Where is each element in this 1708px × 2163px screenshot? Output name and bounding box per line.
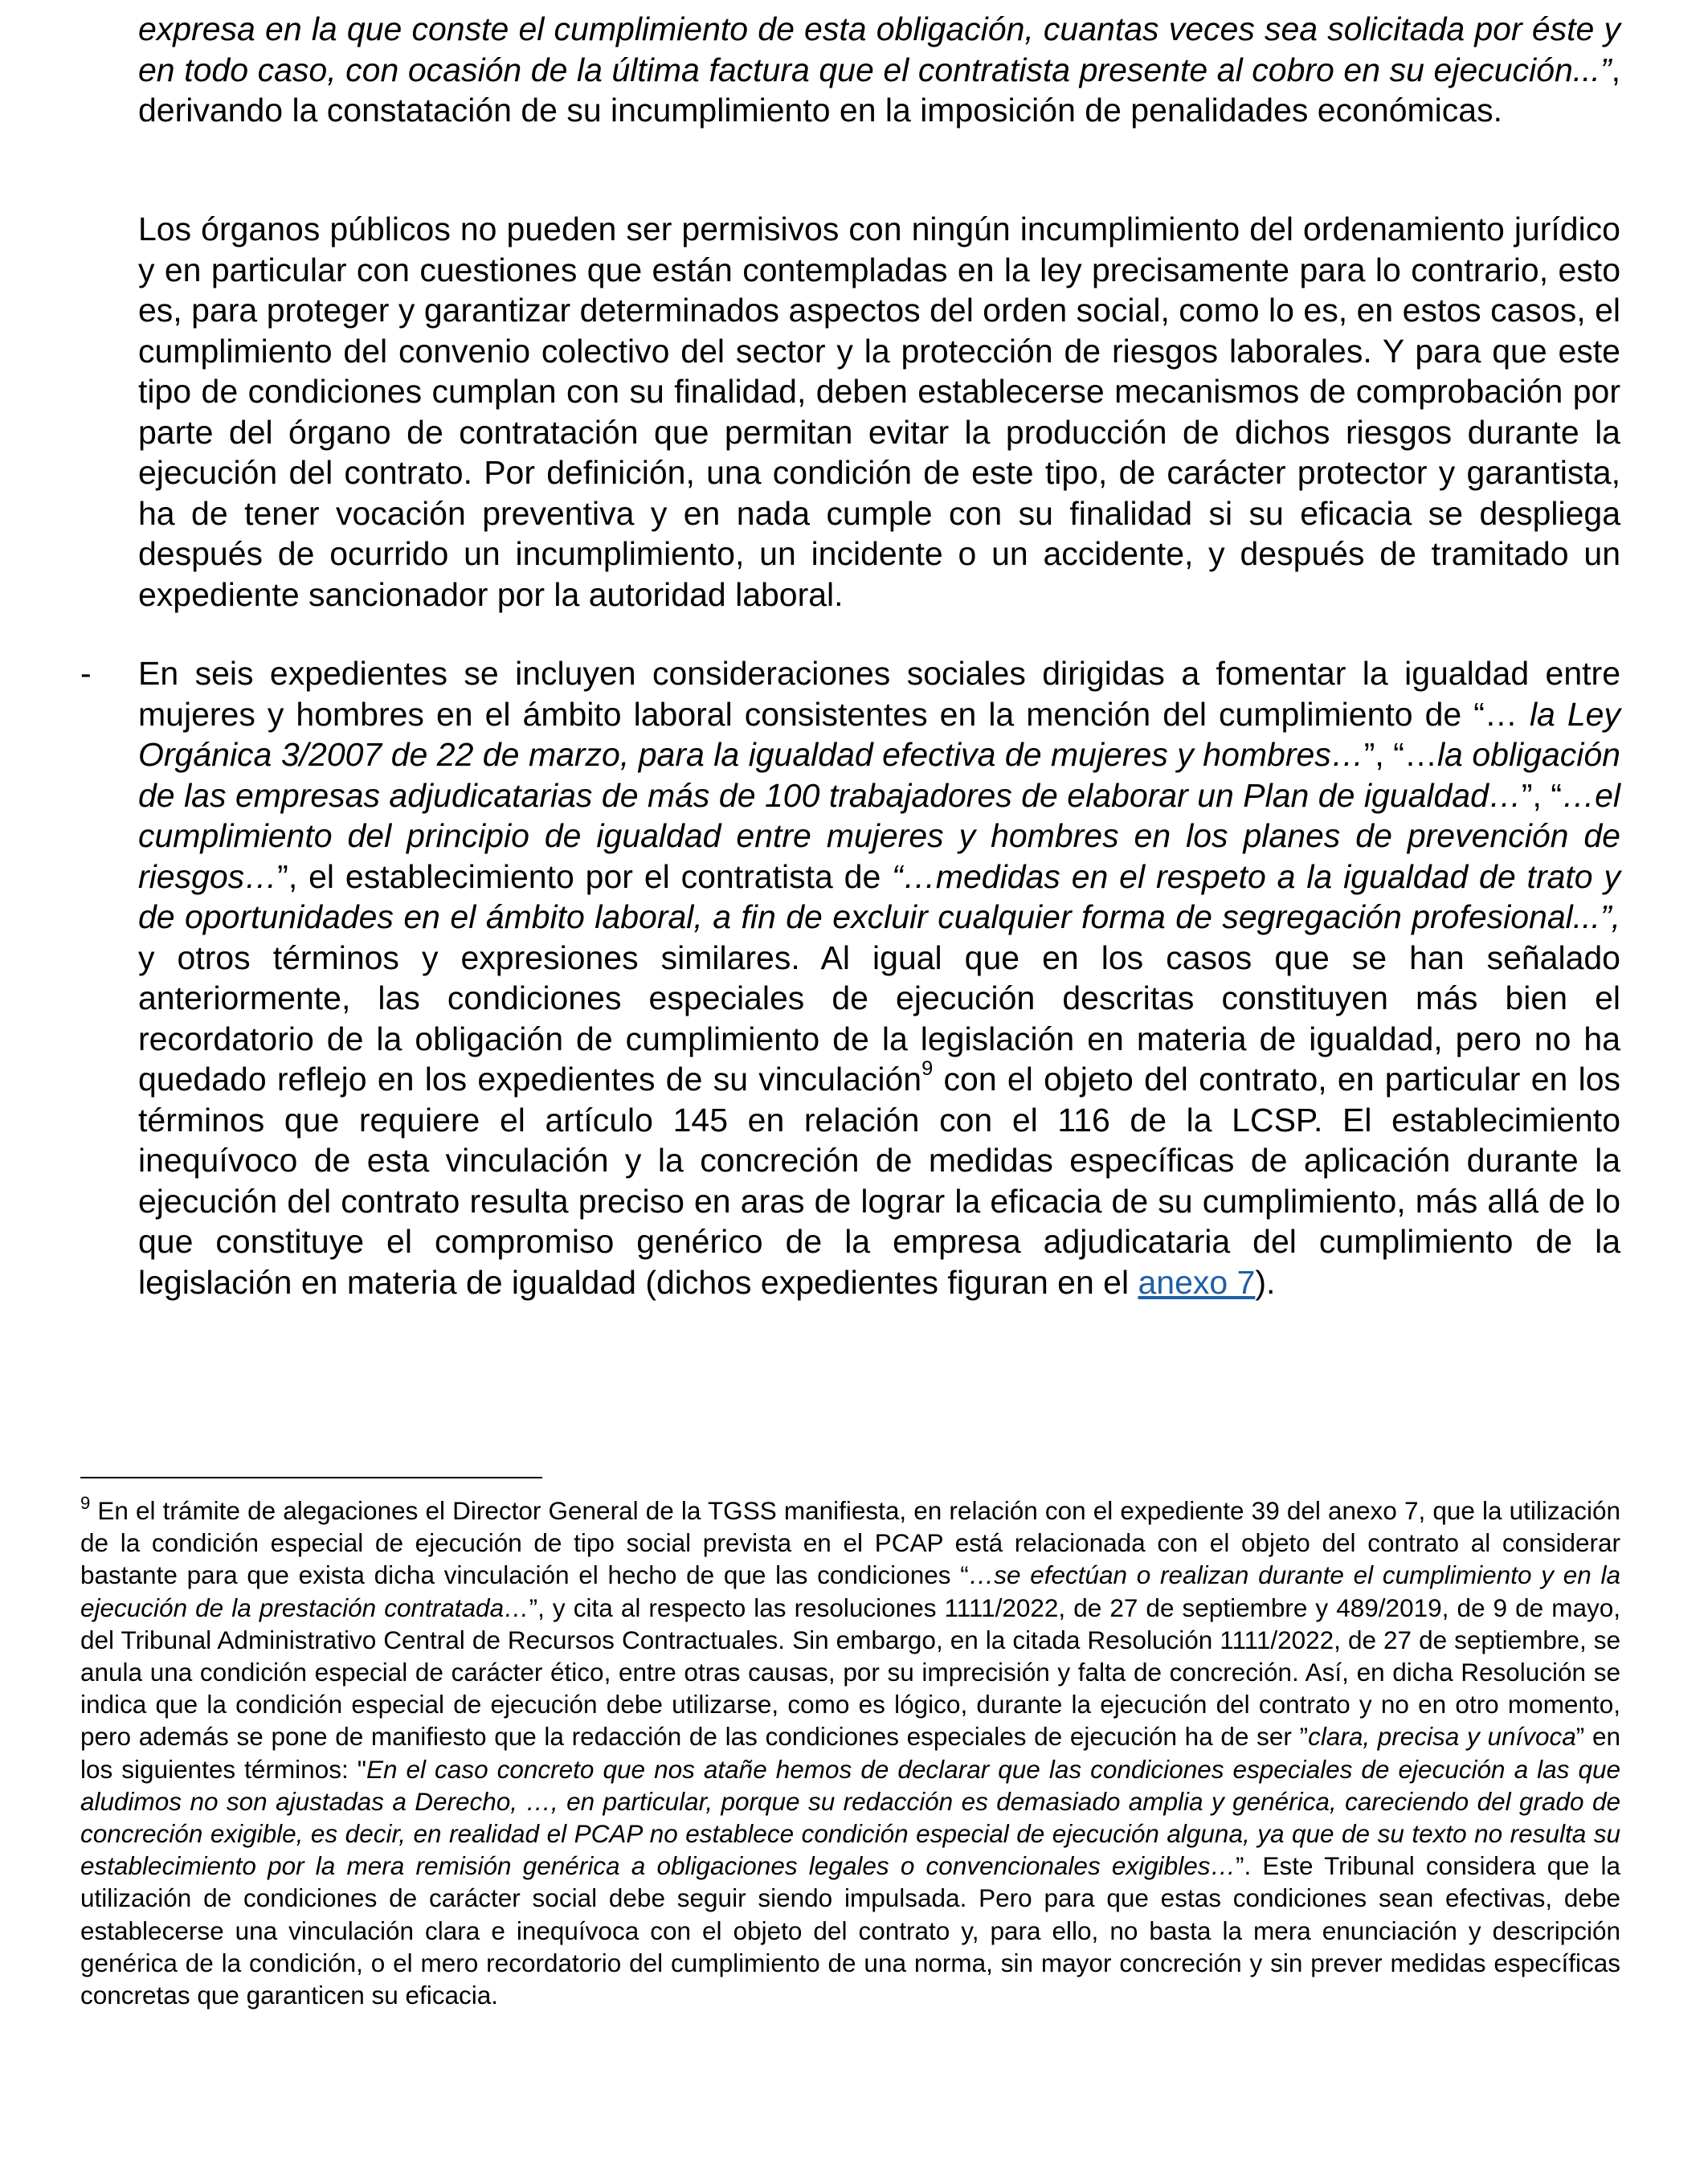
footnote-text: ” en los siguientes términos: ": [80, 1722, 1620, 1784]
list-bullet-dash: -: [80, 655, 92, 692]
list-item-text: ).: [1255, 1263, 1276, 1301]
list-item-igualdad: [138, 653, 1620, 1302]
footnote-number: 9: [80, 1492, 91, 1513]
quoted-clause: expresa en la que conste el cumplimiento de esta obligación, cuantas veces sea solicitada por éste y en todo caso, con ocasión de la última factura que el contratista presente al cobro en su ejecución...”: [138, 10, 1620, 88]
paragraph-continuation: [138, 9, 1620, 131]
list-item-text: con el objeto del contrato, en particular en los términos que requiere el artículo 145 en relación con el 116 de la LCSP. El establecimiento inequívoco de esta vinculación y la concreción de medidas específicas de aplicación durante la ejecución del contrato resulta preciso en aras de lograr la eficacia de su cumplimiento, más allá de lo que constituye el compromiso genérico de la empresa adjudicataria del cumplimiento de la legislación en materia de igualdad (dichos expedientes figuran en el: [138, 1061, 1620, 1301]
footnote-9: [80, 1494, 1620, 2011]
paragraph-text: Los órganos públicos no pueden ser permisivos con ningún incumplimiento del ordenamiento jurídico y en particular con cuestiones que están contempladas en la ley precisamente para lo contrario, esto es, para proteger y garantizar determinados aspectos del orden social, como lo es, en estos casos, el cumplimiento del convenio colectivo del sector y la protección de riesgos laborales. Y para que este tipo de condiciones cumplan con su finalidad, deben establecerse mecanismos de comprobación por parte del órgano de contratación que permitan evitar la producción de dichos riesgos durante la ejecución del contrato. Por definición, una condición de este tipo, de carácter protector y garantista, ha de tener vocación preventiva y en nada cumple con su finalidad si su eficacia se despliega después de ocurrido un incumplimiento, un incidente o un accidente, y después de tramitado un expediente sancionador por la autoridad laboral.: [138, 211, 1620, 613]
footnote-quote: clara, precisa y unívoca: [1308, 1722, 1576, 1752]
list-item-text: y otros términos y expresiones similares. Al igual que en los casos que se han señalado anteriormente, las condiciones especiales de ejecución descritas constituyen más bien el recordatorio de la obligación de cumplimiento de la legislación en materia de igualdad, pero no ha quedado reflejo en los expedientes de su vinculación: [138, 938, 1620, 1098]
quoted-clause: la Ley Orgánica 3/2007 de 22 de marzo, para la igualdad efectiva de mujeres y hombres…: [138, 695, 1620, 773]
footnote-quote: En el caso concreto que nos atañe hemos de declarar que las condiciones especiales de ejecución a las que aludimos no son ajustadas a Derecho, …, en particular, porque su redacción es demasiado amplia y genérica, careciendo del grado de concreción exigible, es decir, en realidad el PCAP no establece condición especial de ejecución alguna, ya que de su texto no resulta su establecimiento por la mera remisión genérica a obligaciones legales o convencionales exigibles…: [80, 1754, 1620, 1881]
anexo-7-link[interactable]: anexo 7: [1138, 1263, 1256, 1301]
quoted-clause: la obligación de las empresas adjudicatarias de más de 100 trabajadores de elaborar un Plan de igualdad…: [138, 736, 1620, 814]
paragraph-organos-publicos: [138, 209, 1620, 615]
list-item-text: ”, “: [1521, 776, 1563, 814]
quoted-clause: …el cumplimiento del principio de igualdad entre mujeres y hombres en los planes de prevención de riesgos…: [138, 776, 1620, 895]
list-item-text: ”, “…: [1363, 736, 1437, 773]
footnote-text: ”, y cita al respecto las resoluciones 1111/2022, de 27 de septiembre y 489/2019, de 9 de mayo, del Tribunal Administrativo Central de Recursos Contractuales. Sin embargo, en la citada Resolución 1111/2022, de 27 de septiembre, se anula una condición especial de carácter ético, entre otras causas, por su imprecisión y falta de concreción. Así, en dicha Resolución se indica que la condición especial de ejecución debe utilizarse, como es lógico, durante la ejecución del contrato y no en otro momento, pero además se pone de manifiesto que la redacción de las condiciones especiales de ejecución ha de ser ”: [80, 1593, 1621, 1752]
footnote-reference[interactable]: 9: [921, 1057, 934, 1080]
list-item-text: ”, el establecimiento por el contratista de: [277, 857, 893, 895]
footnote-text: En el trámite de alegaciones el Director General de la TGSS manifiesta, en relación con el expediente 39 del anexo 7, que la utilización de la condición especial de ejecución de tipo social prevista en el PCAP está relacionada con el objeto del contrato al considerar bastante para que exista dicha vinculación el hecho de que las condiciones “: [80, 1496, 1620, 1590]
footnote-text: ”. Este Tribunal considera que la utilización de condiciones de carácter social debe seguir siendo impulsada. Pero para que estas condiciones sean efectivas, debe establecerse una vinculación clara e inequívoca con el objeto del contrato y, para ello, no basta la mera enunciación y descripción genérica de la condición, o el mero recordatorio del cumplimiento de una norma, sin mayor concreción y sin prever medidas específicas concretas que garanticen su eficacia.: [80, 1851, 1620, 2010]
paragraph-text: , derivando la constatación de su incumplimiento en la imposición de penalidades económicas.: [138, 51, 1620, 129]
footnote-quote: …se efectúan o realizan durante el cumplimiento y en la ejecución de la prestación contratada…: [80, 1560, 1620, 1622]
quoted-clause: “…medidas en el respeto a la igualdad de trato y de oportunidades en el ámbito laboral, a fin de excluir cualquier forma de segregación profesional...”,: [138, 857, 1620, 935]
list-item-text: En seis expedientes se incluyen consideraciones sociales dirigidas a fomentar la igualdad entre mujeres y hombres en el ámbito laboral consistentes en la mención del cumplimiento de “…: [138, 655, 1620, 733]
footnote-separator: [80, 1477, 542, 1478]
